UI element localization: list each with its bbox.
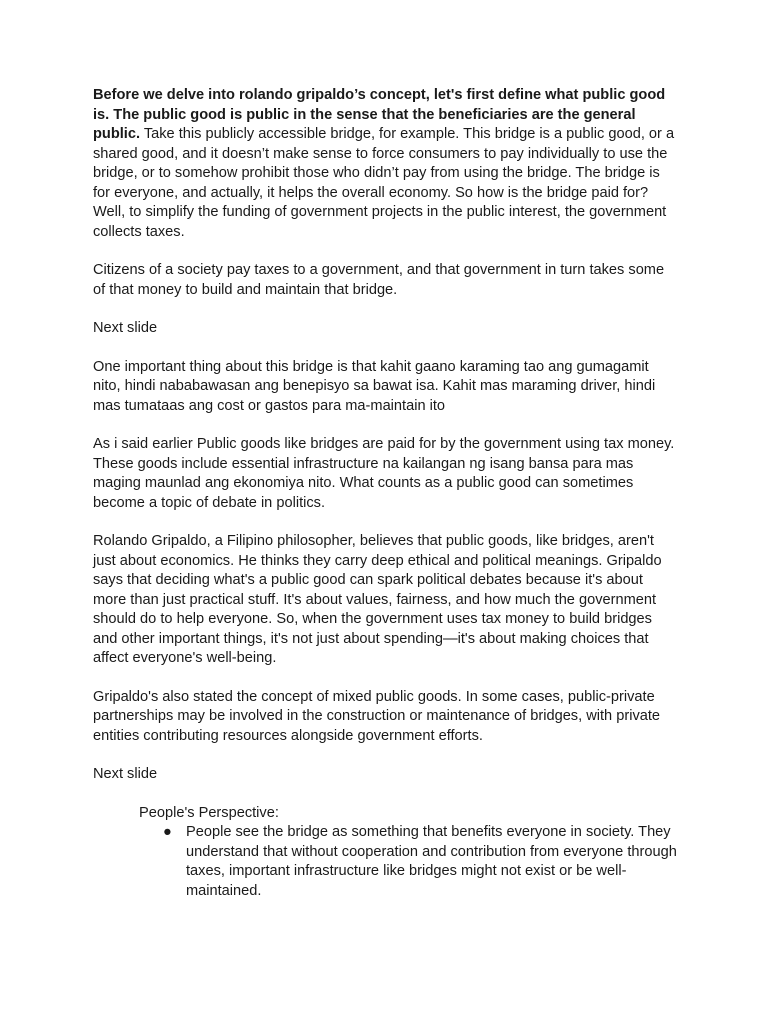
- perspective-bullet-list: [139, 823, 678, 901]
- paragraph-gripaldo-view: Rolando Gripaldo, a Filipino philosopher, believes that public goods, like bridges, aren't just about economics. He thinks they carry deep ethical and political meanings. Gripaldo says that deciding what's a public good can spark political debates because it's about more than just practical stuff. It's about values, fairness, and how much the government should do to help everyone. So, when the government uses tax money to build bridges and other important things, it's not just about spending—it's about making choices that affect everyone's well-being.: [93, 533, 662, 666]
- next-slide-marker: Next slide: [93, 320, 158, 336]
- paragraph-mixed-public-goods: Gripaldo's also stated the concept of mixed public goods. In some cases, public-private partnerships may be involved in the construction or maintenance of bridges, with private entities contributing resources alongside government efforts.: [93, 688, 661, 744]
- paragraph-public-good-definition: [93, 86, 678, 242]
- paragraph-public-goods-funding: As i said earlier Public goods like bridges are paid for by the government using tax money. These goods include essential infrastructure na kailangan ng isang bansa para mas maging maunlad ang ekonomiya nito. What counts as a public good can sometimes become a topic of debate in politics.: [93, 436, 675, 511]
- perspective-section: [139, 804, 678, 902]
- next-slide-marker: Next slide: [93, 766, 158, 782]
- paragraph-taxes: Citizens of a society pay taxes to a government, and that government in turn takes some of that money to build and maintain that bridge.: [93, 262, 665, 298]
- bold-intro-text: Before we delve into rolando gripaldo’s concept, let's first define what public good is. The public good is public in the sense that the beneficiaries are the general public.: [93, 87, 666, 142]
- bullet-icon: ●: [163, 824, 172, 840]
- document-body: [93, 86, 678, 901]
- list-item-text: People see the bridge as something that benefits everyone in society. They understand that without cooperation and contribution from everyone through taxes, important infrastructure like bridges might not exist or be well-maintained.: [186, 824, 677, 899]
- list-item: [163, 823, 678, 901]
- perspective-heading: People's Perspective:: [139, 804, 279, 821]
- paragraph-bridge-benefit: One important thing about this bridge is that kahit gaano karaming tao ang gumagamit nito, hindi nababawasan ang benepisyo sa bawat isa. Kahit mas maraming driver, hindi mas tumataas ang cost or gastos para ma-maintain ito: [93, 358, 656, 414]
- paragraph-text: Take this publicly accessible bridge, for example. This bridge is a public good, or a shared good, and it doesn’t make sense to force consumers to pay individually to use the bridge, or to somehow prohibit those who didn’t pay from using the bridge. The bridge is for everyone, and actually, it helps the overall economy. So how is the bridge paid for? Well, to simplify the funding of government projects in the public interest, the government collects taxes.: [93, 126, 675, 240]
